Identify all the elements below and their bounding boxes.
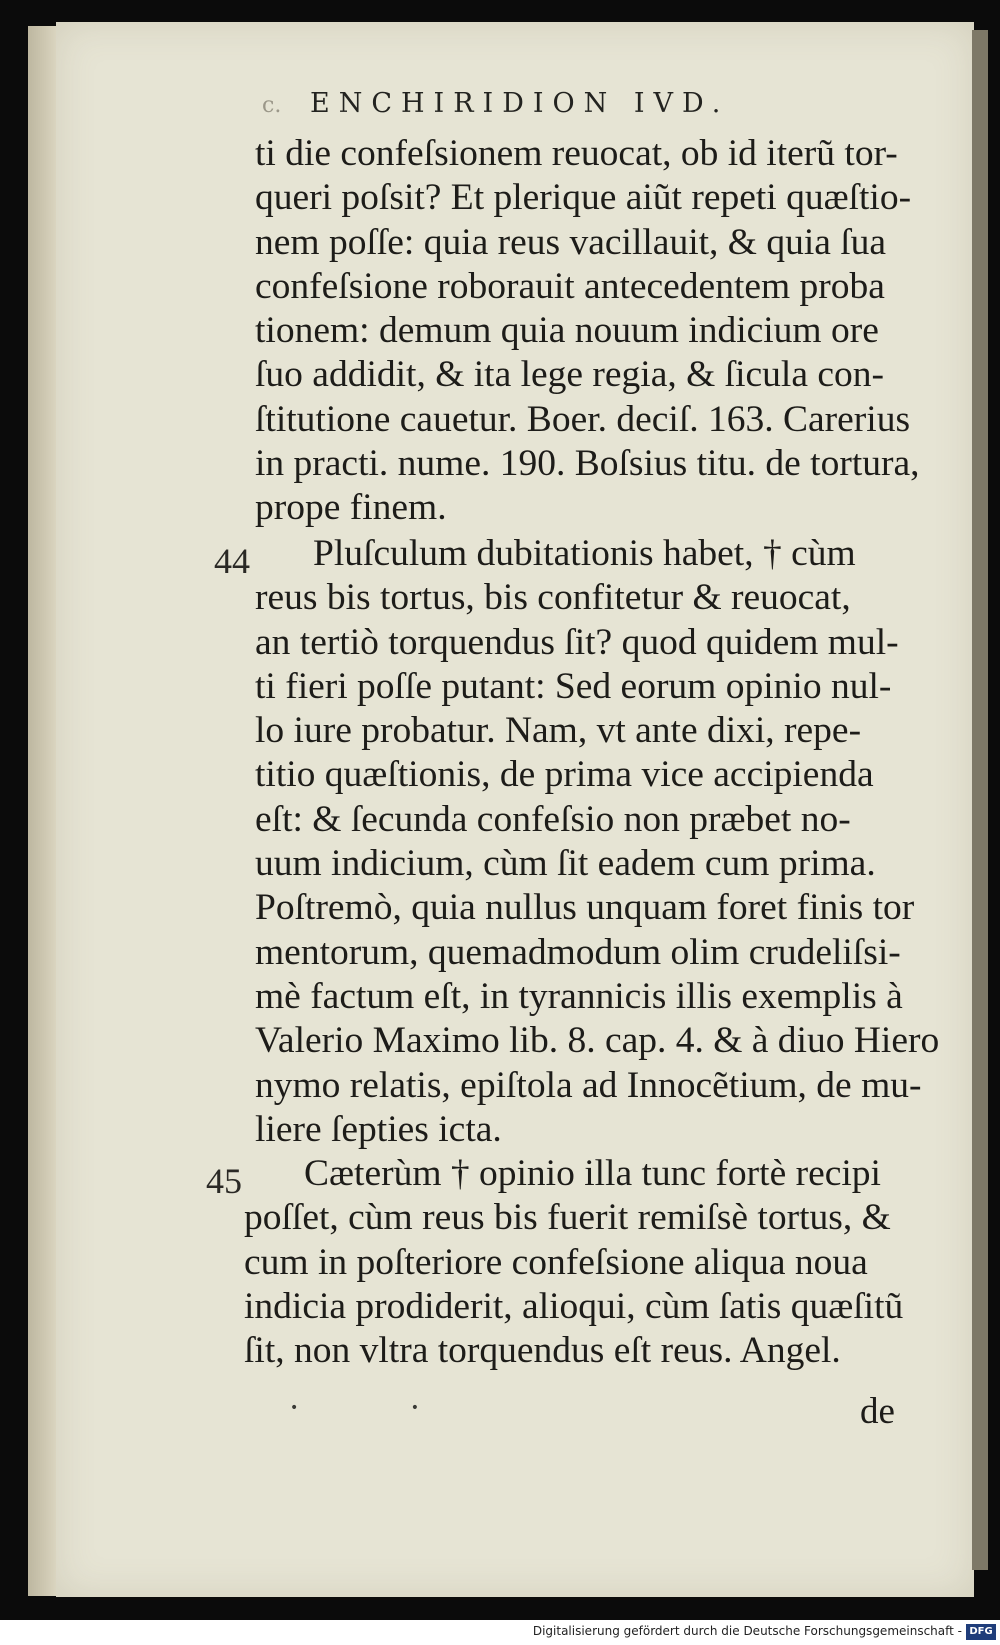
text-line: queri poſsit? Et plerique aiũt repeti quæſtio- xyxy=(255,177,912,219)
text-line: eſt: & ſecunda confeſsio non præbet no- xyxy=(255,798,851,840)
footer-credit: Digitalisierung gefördert durch die Deutsche Forschungsgemeinschaft - xyxy=(532,1624,962,1638)
text-line: Valerio Maximo lib. 8. cap. 4. & à diuo Hiero xyxy=(255,1020,940,1062)
stray-ink-marks: • • xyxy=(290,1400,473,1416)
dfg-logo: DFG xyxy=(966,1624,996,1640)
text-line: an tertiò torquendus ſit? quod quidem mul- xyxy=(255,621,899,663)
paragraph-45 xyxy=(244,1152,903,1373)
text-line: tionem: demum quia nouum indicium ore xyxy=(255,310,879,352)
text-line: lo iure probatur. Nam, vt ante dixi, repe- xyxy=(255,710,862,752)
text-line: Pluſculum dubitationis habet, † cùm xyxy=(313,533,856,574)
text-line: poſſet, cùm reus bis fuerit remiſsè tortus, & xyxy=(244,1197,891,1239)
text-line: Poſtremò, quia nullus unquam foret finis tor xyxy=(255,887,915,929)
text-line: ſit, non vltra torquendus eſt reus. Angel. xyxy=(244,1330,841,1372)
header-mark: c. xyxy=(262,93,282,118)
margin-number-44: 44 xyxy=(214,541,250,581)
text-line: liere ſepties icta. xyxy=(255,1108,502,1150)
page-fore-edge xyxy=(972,30,988,1570)
text-line: cum in poſteriore confeſsione aliqua noua xyxy=(244,1241,868,1283)
margin-number-45: 45 xyxy=(206,1161,242,1201)
text-line: reus bis tortus, bis confitetur & reuocat, xyxy=(255,577,851,619)
text-line: nymo relatis, epiſtola ad Innocẽtium, de mu- xyxy=(255,1064,922,1106)
digitization-footer xyxy=(0,1620,1000,1645)
text-line: ſtitutione cauetur. Boer. deciſ. 163. Carerius xyxy=(255,398,911,440)
text-line: mentorum, quemadmodum olim crudeliſsi- xyxy=(255,931,901,973)
text-line: Cæterùm † opinio illa tunc fortè recipi xyxy=(304,1153,881,1194)
paragraph-44 xyxy=(255,532,939,1152)
book-binding-edge xyxy=(28,26,58,1596)
text-line: confeſsione roborauit antecedentem proba xyxy=(255,265,885,307)
text-line: uum indicium, cùm ſit eadem cum prima. xyxy=(255,843,876,885)
running-head-title: ENCHIRIDION IVD. xyxy=(310,88,730,119)
text-line: in practi. nume. 190. Boſsius titu. de tortura, xyxy=(255,443,920,485)
text-line: ti fieri poſſe putant: Sed eorum opinio nul- xyxy=(255,665,892,707)
text-line: nem poſſe: quia reus vacillauit, & quia ſua xyxy=(255,221,887,263)
text-line: indicia prodiderit, alioqui, cùm ſatis quæſitũ xyxy=(244,1285,904,1327)
running-head xyxy=(262,88,842,119)
paragraph-continuation xyxy=(255,132,920,531)
text-line: ti die confeſsionem reuocat, ob id iterũ tor- xyxy=(255,133,898,174)
text-line: mè factum eſt, in tyrannicis illis exemplis à xyxy=(255,975,903,1017)
catchword: de xyxy=(860,1391,895,1432)
text-line: ſuo addidit, & ita lege regia, & ſicula con- xyxy=(255,354,884,396)
text-line: prope finem. xyxy=(255,487,447,529)
text-line: titio quæſtionis, de prima vice accipienda xyxy=(255,754,874,796)
